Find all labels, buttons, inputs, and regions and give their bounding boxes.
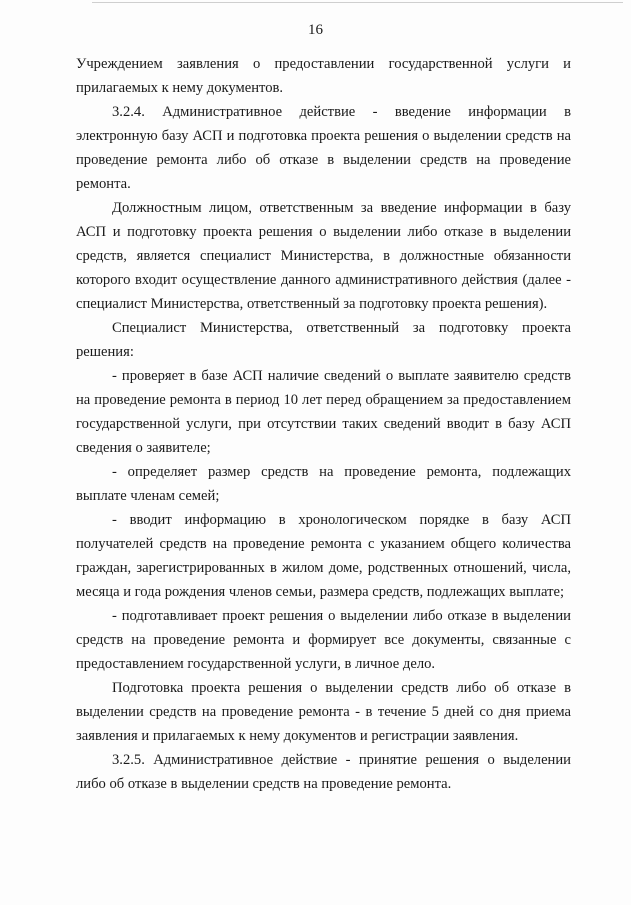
paragraph-section-3-2-4: 3.2.4. Административное действие - введение информации в электронную базу АСП и подготовка проекта решения о выделении средств на проведение ремонта либо об отказе в выделении средств на проведение ремонта. [76, 104, 571, 192]
paragraph-preparation-deadline: Подготовка проекта решения о выделении средств либо об отказе в выделении средств на проведение ремонта - в течение 5 дней со дня приема заявления и прилагаемых к нему документов и регистрации заявления. [76, 680, 571, 744]
list-item-prepare-draft: - подготавливает проект решения о выделении либо отказе в выделении средств на проведение ремонта и формирует все документы, связанные с предоставлением государственной услуги, в личное дело. [76, 608, 571, 672]
paragraph-specialist-duties-intro: Специалист Министерства, ответственный за подготовку проекта решения: [76, 320, 571, 360]
paragraph-section-3-2-5: 3.2.5. Административное действие - принятие решения о выделении либо об отказе в выделении средств на проведение ремонта. [76, 752, 571, 792]
list-item-enter-information: - вводит информацию в хронологическом порядке в базу АСП получателей средств на проведение ремонта с указанием общего количества граждан, зарегистрированных в жилом доме, родственных отношений, числа, месяца и года рождения членов семьи, размера средств, подлежащих выплате; [76, 512, 571, 600]
top-edge-line [92, 2, 623, 3]
paragraph-continuation: Учреждением заявления о предоставлении государственной услуги и прилагаемых к нему документов. [76, 56, 571, 96]
paragraph-responsible-official: Должностным лицом, ответственным за введение информации в базу АСП и подготовку проекта решения о выделении либо отказе в выделении средств, является специалист Министерства, в должностные обязанности которого входит осуществление данного административного действия (далее - специалист Министерства, ответственный за подготовку проекта решения). [76, 200, 571, 312]
document-body [76, 52, 571, 796]
page-number: 16 [308, 22, 323, 38]
list-item-check-base: - проверяет в базе АСП наличие сведений о выплате заявителю средств на проведение ремонта в период 10 лет перед обращением за предоставлением государственной услуги, при отсутствии таких сведений вводит в базу АСП сведения о заявителе; [76, 368, 571, 456]
list-item-determine-amount: - определяет размер средств на проведение ремонта, подлежащих выплате членам семей; [76, 464, 571, 504]
